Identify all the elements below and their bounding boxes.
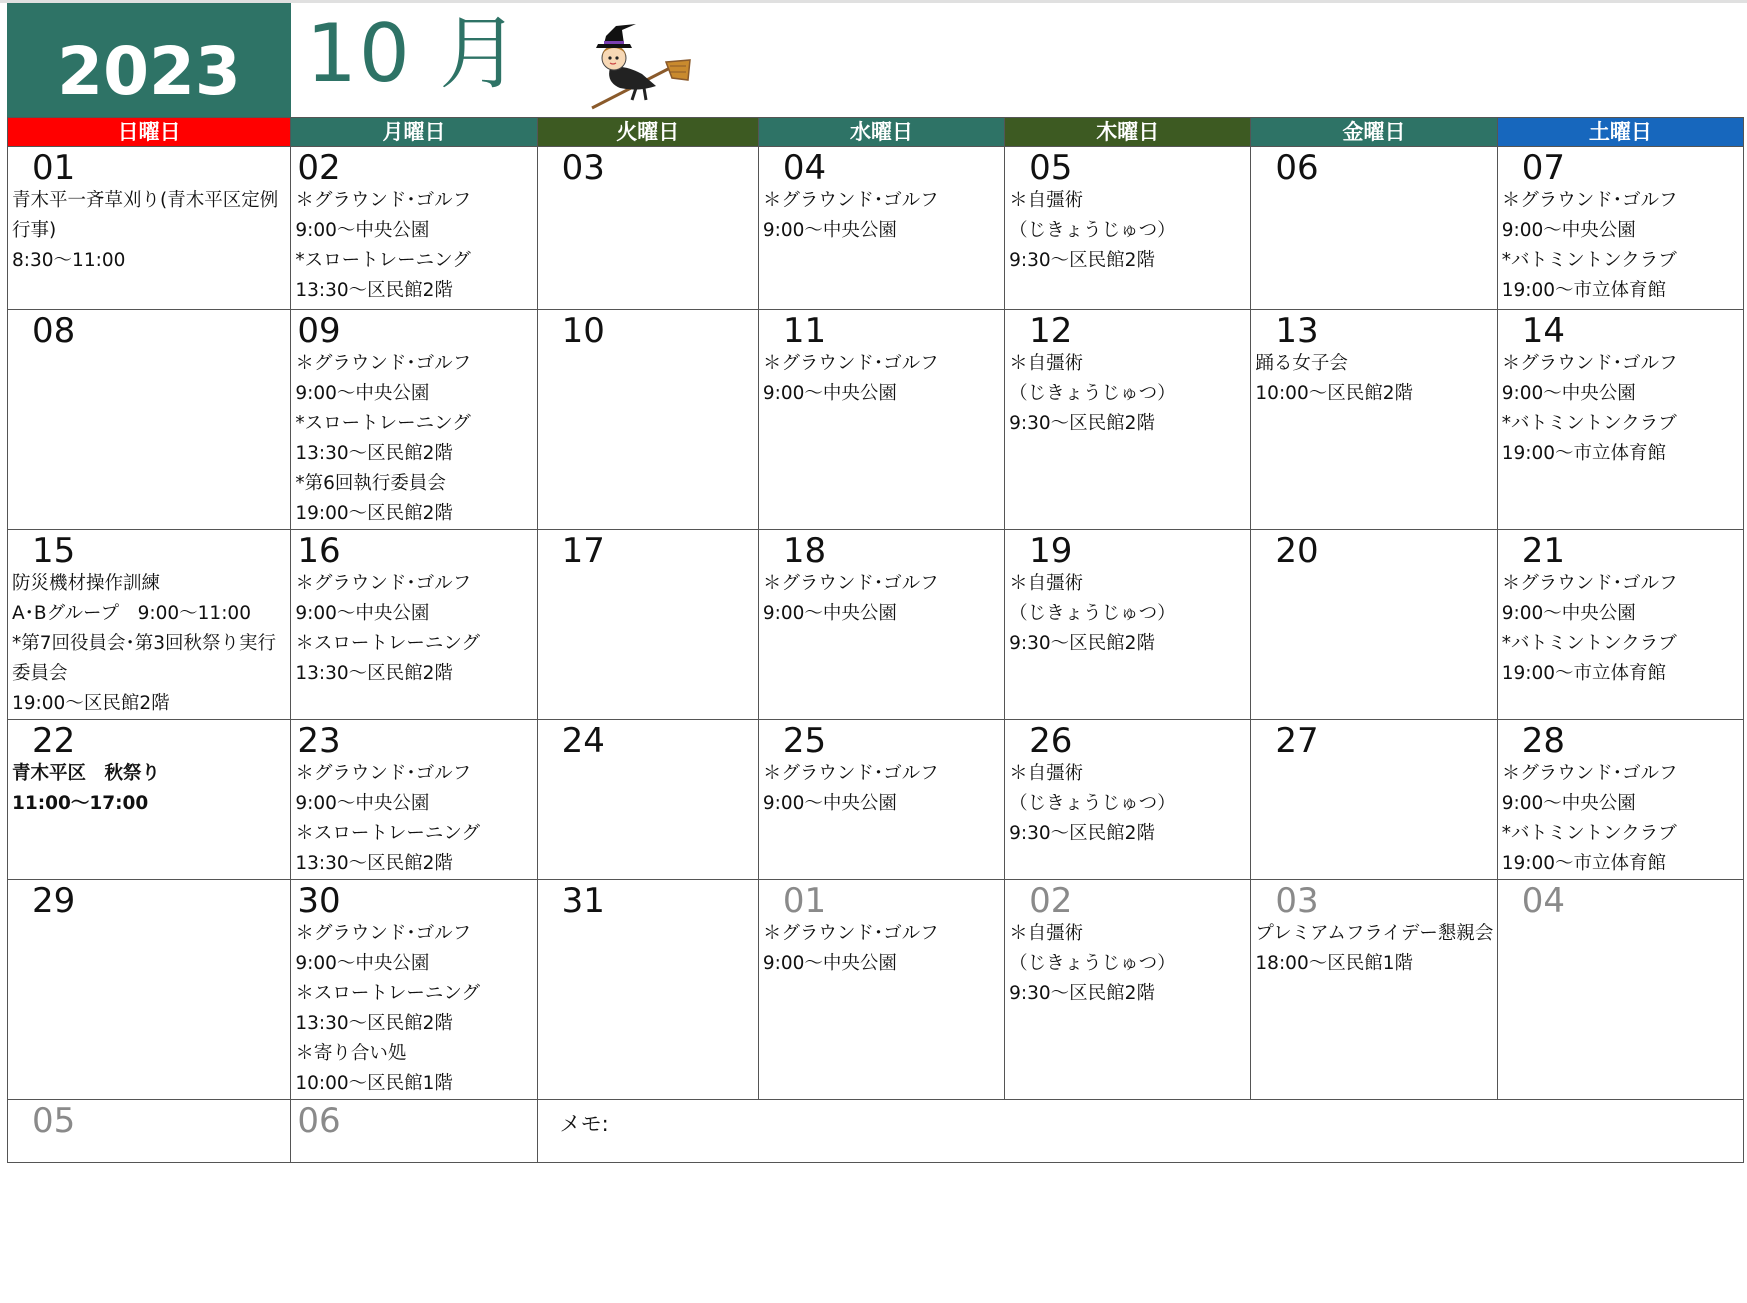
event-line: プレミアムフライデー懇親会 (1255, 923, 1494, 944)
day-number: 05 (1029, 148, 1073, 188)
event-line: 18:00～区民館1階 (1255, 953, 1413, 974)
week-row (8, 720, 1744, 880)
day-cell[interactable] (8, 880, 291, 1100)
event-line: 19:00～市立体育館 (1501, 853, 1667, 874)
event-line: ＊グラウンド･ゴルフ (762, 573, 939, 594)
day-cell[interactable] (1497, 310, 1743, 530)
day-cell[interactable] (291, 310, 537, 530)
day-number: 19 (1029, 531, 1073, 571)
day-number: 16 (297, 531, 341, 571)
month-title: 10 月 (306, 7, 522, 100)
day-number: 26 (1029, 721, 1073, 761)
event-line: ＊自彊術 (1009, 763, 1084, 784)
event-line: ＊自彊術 (1009, 923, 1084, 944)
event-line: *バトミントンクラブ (1501, 413, 1677, 434)
event-line: （じきょうじゅつ） (1009, 953, 1176, 974)
event-line: ＊自彊術 (1009, 353, 1084, 374)
event-line: 13:30～区民館2階 (295, 663, 453, 684)
weekday-header-row (8, 118, 1744, 147)
weekday-header: 木曜日 (1005, 118, 1251, 147)
day-cell[interactable] (537, 147, 758, 310)
event-line: 9:30～区民館2階 (1009, 823, 1155, 844)
day-number: 25 (782, 721, 827, 761)
day-cell[interactable] (537, 720, 758, 880)
event-line: 9:00～中央公園 (295, 603, 430, 624)
day-cell[interactable] (758, 310, 1004, 530)
event-line: 行事) (12, 220, 57, 241)
event-line: *スロートレーニング (295, 413, 471, 434)
day-number: 13 (1275, 311, 1319, 351)
day-cell[interactable] (1497, 720, 1743, 880)
event-line: ＊グラウンド･ゴルフ (1501, 353, 1678, 374)
event-line: 青木平一斉草刈り(青木平区定例 (12, 190, 279, 211)
day-number: 02 (297, 148, 341, 188)
day-number: 02 (1029, 881, 1073, 921)
day-number: 03 (1275, 881, 1319, 921)
event-line: 9:00～中央公園 (762, 383, 897, 404)
witch-illustration-icon (586, 22, 692, 114)
day-cell[interactable] (291, 880, 537, 1100)
event-line: ＊グラウンド･ゴルフ (762, 763, 939, 784)
day-cell[interactable] (758, 720, 1004, 880)
event-line: ＊自彊術 (1009, 573, 1084, 594)
day-cell[interactable] (1005, 310, 1251, 530)
event-line: 13:30～区民館2階 (295, 280, 453, 301)
event-line: 9:00～中央公園 (1501, 793, 1636, 814)
week-row (8, 310, 1744, 530)
event-line: *スロートレーニング (295, 250, 471, 271)
event-line: （じきょうじゅつ） (1009, 603, 1176, 624)
day-cell[interactable] (8, 147, 291, 310)
year-label: 2023 (57, 33, 241, 110)
event-line: 9:00～中央公園 (762, 220, 897, 241)
event-line: ＊グラウンド･ゴルフ (295, 190, 472, 211)
day-number: 06 (1275, 148, 1319, 188)
day-cell[interactable] (291, 530, 537, 720)
event-line: 19:00～市立体育館 (1501, 443, 1667, 464)
event-line: ＊スロートレーニング (295, 633, 480, 654)
event-line: 9:00～中央公園 (295, 220, 430, 241)
event-line: ＊グラウンド･ゴルフ (762, 190, 939, 211)
memo-label: メモ: (559, 1112, 609, 1136)
event-line: 9:00～中央公園 (295, 953, 430, 974)
day-cell[interactable] (537, 530, 758, 720)
day-number: 28 (1521, 721, 1565, 761)
year-banner (7, 3, 291, 117)
week-row (8, 147, 1744, 310)
weekday-header: 土曜日 (1497, 118, 1743, 147)
event-line: 9:30～区民館2階 (1009, 413, 1155, 434)
event-line: ＊グラウンド･ゴルフ (1501, 573, 1678, 594)
event-line: ＊グラウンド･ゴルフ (295, 763, 472, 784)
day-number: 01 (32, 148, 76, 188)
day-number: 05 (32, 1101, 76, 1141)
weekday-header: 月曜日 (291, 118, 537, 147)
event-line: 13:30～区民館2階 (295, 1013, 453, 1034)
event-line: ＊グラウンド･ゴルフ (295, 573, 472, 594)
event-line: ＊グラウンド･ゴルフ (1501, 190, 1678, 211)
event-line: 9:00～中央公園 (295, 383, 430, 404)
day-number: 30 (297, 881, 341, 921)
day-number: 22 (32, 721, 76, 761)
day-cell[interactable] (1251, 530, 1497, 720)
event-line: 9:00～中央公園 (1501, 383, 1636, 404)
event-line: 9:00～中央公園 (1501, 603, 1636, 624)
day-number: 31 (561, 881, 605, 921)
event-line: 9:30～区民館2階 (1009, 633, 1155, 654)
day-cell[interactable] (1005, 530, 1251, 720)
event-line: 19:00～市立体育館 (1501, 663, 1667, 684)
event-line: ＊グラウンド･ゴルフ (1501, 763, 1678, 784)
event-line: （じきょうじゅつ） (1009, 220, 1176, 241)
day-number: 27 (1275, 721, 1319, 761)
day-cell[interactable] (537, 880, 758, 1100)
day-number: 07 (1521, 148, 1565, 188)
day-number: 04 (782, 148, 827, 188)
day-cell[interactable] (537, 310, 758, 530)
day-cell[interactable] (291, 720, 537, 880)
memo-row (8, 1100, 1744, 1163)
day-cell[interactable] (1497, 530, 1743, 720)
memo-area[interactable] (537, 1100, 1743, 1163)
day-number: 03 (561, 148, 605, 188)
day-cell[interactable] (758, 880, 1004, 1100)
day-number: 20 (1275, 531, 1319, 571)
event-line: *第7回役員会･第3回秋祭り実行 (12, 633, 277, 654)
day-number: 17 (561, 531, 605, 571)
event-line: ＊グラウンド･ゴルフ (295, 353, 472, 374)
event-line: 青木平区 秋祭り (12, 763, 161, 784)
day-cell[interactable] (1005, 147, 1251, 310)
day-cell[interactable] (8, 310, 291, 530)
day-cell[interactable] (1251, 720, 1497, 880)
day-cell[interactable] (1005, 720, 1251, 880)
weekday-header: 金曜日 (1251, 118, 1497, 147)
event-line: *バトミントンクラブ (1501, 250, 1677, 271)
event-line: 10:00～区民館1階 (295, 1073, 453, 1094)
day-number: 21 (1521, 531, 1565, 571)
event-line: *第6回執行委員会 (295, 473, 446, 494)
event-line: 10:00～区民館2階 (1255, 383, 1413, 404)
day-number: 23 (297, 721, 341, 761)
day-cell[interactable] (1497, 147, 1743, 310)
event-line: 13:30～区民館2階 (295, 853, 453, 874)
day-cell[interactable] (758, 147, 1004, 310)
event-line: A･Bグループ 9:00～11:00 (12, 603, 251, 624)
event-line: ＊スロートレーニング (295, 823, 480, 844)
event-line: 9:30～区民館2階 (1009, 983, 1155, 1004)
event-line: 19:00～市立体育館 (1501, 280, 1667, 301)
event-line: 9:00～中央公園 (295, 793, 430, 814)
event-line: 9:30～区民館2階 (1009, 250, 1155, 271)
day-number: 01 (782, 881, 827, 921)
day-cell[interactable] (291, 147, 537, 310)
event-line: （じきょうじゅつ） (1009, 383, 1176, 404)
day-number: 09 (297, 311, 341, 351)
event-line: 19:00～区民館2階 (295, 503, 453, 524)
weekday-header: 水曜日 (758, 118, 1004, 147)
event-line: 9:00～中央公園 (1501, 220, 1636, 241)
event-line: ＊寄り合い処 (295, 1043, 407, 1064)
day-number: 29 (32, 881, 76, 921)
event-line: （じきょうじゅつ） (1009, 793, 1176, 814)
event-line: 踊る女子会 (1255, 353, 1348, 374)
week-row (8, 530, 1744, 720)
weekday-header: 火曜日 (537, 118, 758, 147)
event-line: ＊自彊術 (1009, 190, 1084, 211)
day-number: 15 (32, 531, 76, 571)
day-cell[interactable] (1251, 147, 1497, 310)
calendar-grid (7, 117, 1744, 1163)
day-cell[interactable] (758, 530, 1004, 720)
weekday-header: 日曜日 (8, 118, 291, 147)
day-number: 12 (1029, 311, 1073, 351)
event-line: ＊スロートレーニング (295, 983, 480, 1004)
day-number: 08 (32, 311, 76, 351)
event-line: ＊グラウンド･ゴルフ (295, 923, 472, 944)
day-cell[interactable] (1005, 880, 1251, 1100)
event-line: 9:00～中央公園 (762, 793, 897, 814)
day-cell[interactable] (1251, 310, 1497, 530)
event-line: 防災機材操作訓練 (12, 573, 161, 594)
day-cell[interactable] (1497, 880, 1743, 1100)
day-number: 04 (1521, 881, 1565, 921)
event-line: 13:30～区民館2階 (295, 443, 453, 464)
event-line: 19:00～区民館2階 (12, 693, 170, 714)
event-line: 9:00～中央公園 (762, 603, 897, 624)
day-number: 24 (561, 721, 605, 761)
day-number: 11 (782, 311, 827, 351)
event-line: 11:00～17:00 (12, 793, 149, 814)
day-number: 06 (297, 1101, 341, 1141)
day-number: 14 (1521, 311, 1565, 351)
event-line: ＊グラウンド･ゴルフ (762, 923, 939, 944)
event-line: 委員会 (12, 663, 68, 684)
day-cell[interactable] (1251, 880, 1497, 1100)
day-number: 18 (782, 531, 827, 571)
week-row (8, 880, 1744, 1100)
day-number: 10 (561, 311, 605, 351)
event-line: 9:00～中央公園 (762, 953, 897, 974)
day-cell[interactable] (8, 720, 291, 880)
event-line: ＊グラウンド･ゴルフ (762, 353, 939, 374)
day-cell[interactable] (8, 1100, 291, 1163)
day-cell[interactable] (8, 530, 291, 720)
event-line: *バトミントンクラブ (1501, 823, 1677, 844)
event-line: *バトミントンクラブ (1501, 633, 1677, 654)
day-cell[interactable] (291, 1100, 537, 1163)
event-line: 8:30～11:00 (12, 250, 126, 271)
